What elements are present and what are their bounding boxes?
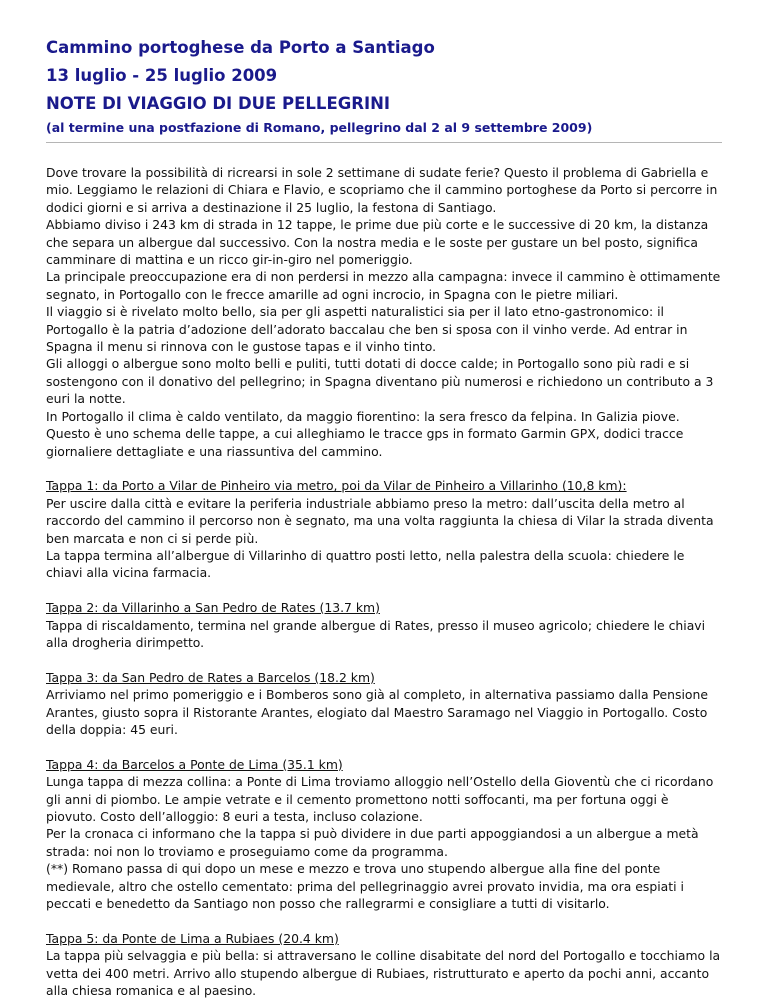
document-body <box>46 164 722 999</box>
intro-section <box>46 164 722 460</box>
intro-paragraph: Abbiamo diviso i 243 km di strada in 12 tappe, le prime due più corte e le successive di 20 km, la distanza che separa un albergue dal successivo. Con la nostra media e le soste per gustare un bel posto, significa camminare di mattina e un ricco gir-in-giro nel pomeriggio. <box>46 217 709 268</box>
stage-paragraph: (**) Romano passa di qui dopo un mese e mezzo e trova uno stupendo albergue alla fine del ponte medievale, altro che ostello cementato: prima del pellegrinaggio avrei provato invidia, ma ora espiati i peccati e benedetto da Santiago non posso che rallegrarmi e consigliare a tutti di visitarlo. <box>46 861 684 911</box>
intro-paragraph: Questo è uno schema delle tappe, a cui alleghiamo le tracce gps in formato Garmin GPX, dodici tracce giornaliere dettagliate e una riassuntiva del cammino. <box>46 426 684 459</box>
stage-title: Tappa 3: da San Pedro de Rates a Barcelos (18.2 km) <box>46 669 375 685</box>
stage-paragraph: Arriviamo nel primo pomeriggio e i Bomberos sono già al completo, in alternativa passiamo dalla Pensione Arantes, giusto sopra il Ristorante Arantes, elogiato dal Maestro Saramago nel Viaggio in Portogallo. Costo della doppia: 45 euri. <box>46 687 708 737</box>
stage-paragraph: Per la cronaca ci informano che la tappa si può dividere in due parti appoggiandosi a un albergue a metà strada: noi non lo troviamo e proseguiamo come da programma. <box>46 826 699 859</box>
intro-paragraph: In Portogallo il clima è caldo ventilato, da maggio fiorentino: la sera fresco da felpina. In Galizia piove. <box>46 408 680 424</box>
stage-paragraph: Tappa di riscaldamento, termina nel grande albergue di Rates, presso il museo agricolo; chiedere le chiavi alla drogheria dirimpetto. <box>46 617 706 650</box>
stage-section <box>46 756 722 913</box>
stage-paragraph: Per uscire dalla città e evitare la periferia industriale abbiamo preso la metro: dall’uscita della metro al raccordo del cammino il percorso non è segnato, ma una volta raggiunta la chiesa di Vilar la strada diventa ben marcata e non ci si perde più. <box>46 495 714 546</box>
stage-paragraph: La tappa termina all’albergue di Villarinho di quattro posti letto, nella palestra della scuola: chiedere le chiavi alla vicina farmacia. <box>46 547 685 581</box>
intro-paragraph: Il viaggio si è rivelato molto bello, sia per gli aspetti naturalistici sia per il lato etno-gastronomico: il Portogallo è la patria d’adozione dell’adorato baccalau che ben si sposa con il vinho verde. Ad entrar in Spagna il menu si rinnova con le gustose tapas e il vinho tinto. <box>46 304 688 355</box>
stage-title: Tappa 5: da Ponte de Lima a Rubiaes (20.4 km) <box>46 930 339 946</box>
stage-paragraph: Lunga tappa di mezza collina: a Ponte di Lima troviamo alloggio nell’Ostello della Gioventù che ci ricordano gli anni di piombo. Le ampie vetrate e il cemento promettono notti soffocanti, ma per fortuna oggi è piovuto. Costo dell’alloggio: 8 euri a testa, incluso colazione. <box>46 774 714 824</box>
stage-section <box>46 669 722 739</box>
intro-paragraph: Gli alloggi o albergue sono molto belli e puliti, tutti dotati di docce calde; in Portogallo sono più radi e si sostengono con il donativo del pellegrino; in Spagna diventano più numerosi e richiedono un contributo a 3 euri la notte. <box>46 356 714 407</box>
stage-paragraph: La tappa più selvaggia e più bella: si attraversano le colline disabitate del nord del Portogallo e tocchiamo la vetta dei 400 metri. Arrivo allo stupendo albergue di Rubiaes, ristrutturato e aperto da pochi anni, accanto alla chiesa romanica e al paesino. <box>46 948 721 999</box>
intro-paragraph: La principale preoccupazione era di non perdersi in mezzo alla campagna: invece il cammino è ottimamente segnato, in Portogallo con le frecce amarille ad ogni incrocio, in Spagna con le pietre miliari. <box>46 269 721 302</box>
title-travel-notes: NOTE DI VIAGGIO DI DUE PELLEGRINI <box>46 94 391 113</box>
stage-section <box>46 477 722 581</box>
intro-paragraph: Dove trovare la possibilità di ricrearsi in sole 2 settimane di sudate ferie? Questo il problema di Gabriella e mio. Leggiamo le relazioni di Chiara e Flavio, e scopriamo che il cammino portoghese da Porto si percorre in dodici giorni e si arriva a destinazione il 25 luglio, la festona di Santiago. <box>46 165 718 215</box>
stage-section <box>46 599 722 651</box>
stage-title: Tappa 4: da Barcelos a Ponte de Lima (35.1 km) <box>46 756 343 772</box>
subtitle-postscript: (al termine una postfazione di Romano, pellegrino dal 2 al 9 settembre 2009) <box>46 120 593 135</box>
stage-title: Tappa 2: da Villarinho a San Pedro de Rates (13.7 km) <box>46 600 380 616</box>
title-route: Cammino portoghese da Porto a Santiago <box>46 38 435 57</box>
title-dates: 13 luglio - 25 luglio 2009 <box>46 66 278 85</box>
horizontal-divider <box>46 142 722 143</box>
stage-section <box>46 930 722 999</box>
stage-title: Tappa 1: da Porto a Vilar de Pinheiro via metro, poi da Vilar de Pinheiro a Villarinho (10,8 km): <box>46 478 627 494</box>
